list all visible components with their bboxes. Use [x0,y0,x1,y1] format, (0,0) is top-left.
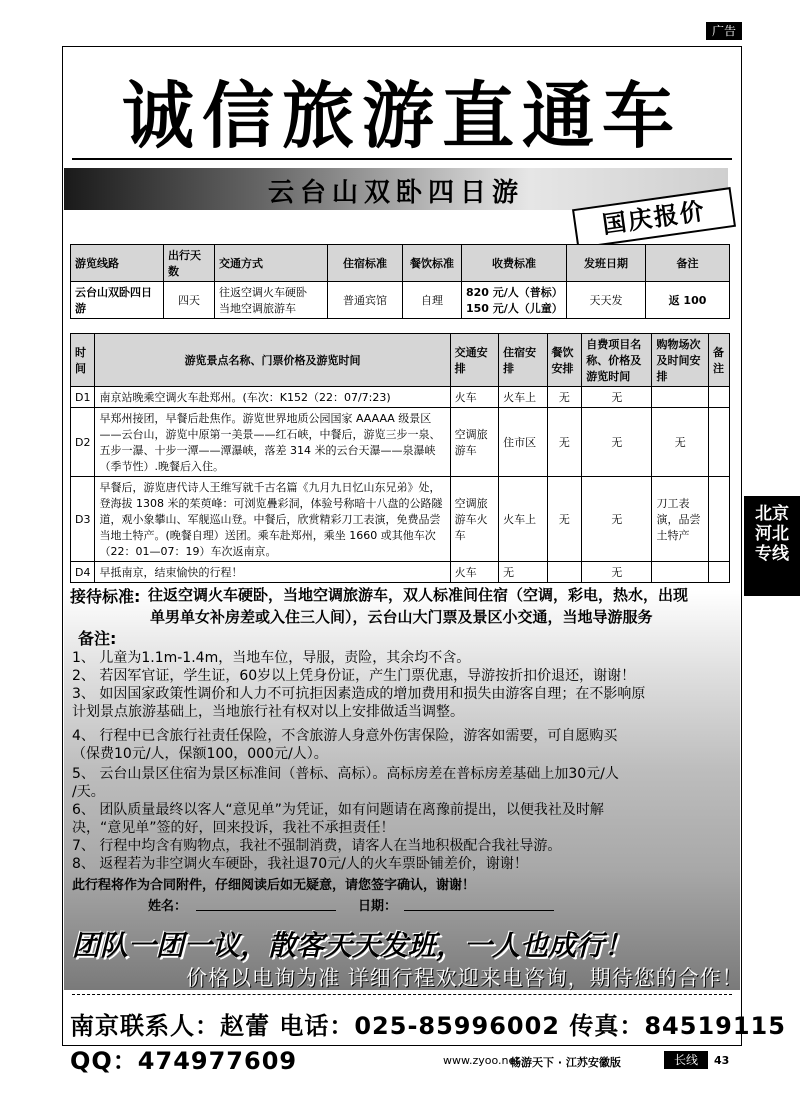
side-tab-line: 河北 [755,524,789,544]
rebate-cell: 返 100 [646,282,730,319]
header-shopping: 购物场次及时间安排 [652,334,709,387]
note-item: 2、 若因军官证，学生证，60岁以上凭身份证，产生门票优惠，导游按折扣价退还，谢谢！ [72,668,636,684]
signature-name-line [196,910,336,911]
note-item: /天。 [72,784,105,800]
day-transport: 空调旅游车 [450,408,498,477]
meals-cell: 自理 [403,282,462,319]
itinerary-row [71,408,730,477]
price-adult: 820 元/人（普标） [466,286,563,299]
notes-label: 备注: [78,629,117,648]
header-price: 收费标准 [462,245,567,282]
hotel-cell: 普通宾馆 [328,282,403,319]
transport-line-2: 当地空调旅游车 [219,302,296,315]
header-remark: 备注 [646,245,730,282]
footer-publication: 畅游天下 · 江苏安徽版 [510,1056,621,1069]
footer-website: www.zyoo.net [443,1054,520,1067]
price-table-header [71,245,730,282]
itinerary-row [71,387,730,408]
header-meals: 餐饮标准 [403,245,462,282]
itinerary-header [71,334,730,387]
day-text: 早郑州接团，早餐后赴焦作。游览世界地质公园国家 AAAAA 级景区——云台山，游览中原第一美景——红石峡，中餐后，游览三步一泉、五步一瀑、十步一潭——潭瀑峡，落差 314 米的云台天瀑——泉瀑峡（季节性）.晚餐后入住。 [95,408,450,477]
day-selfpay: 无 [582,408,652,477]
transport-cell [215,282,328,319]
national-day-badge: 国庆报价 [572,187,736,249]
footer-section-tag: 长线 [664,1051,708,1069]
itinerary-table [70,333,730,583]
header-meal-plan: 餐饮安排 [547,334,582,387]
day-lodging: 火车上 [499,477,547,562]
note-item: （保费10元/人，保额100，000元/人）。 [72,746,328,762]
signature-date-line [404,910,554,911]
note-item: 1、 儿童为1.1m-1.4m，当地车位，导服，责险，其余均不含。 [72,650,471,666]
day-meals: 无 [547,477,582,562]
day-selfpay: 无 [582,562,652,583]
contract-notice: 此行程将作为合同附件，仔细阅读后如无疑意，请您签字确认，谢谢！ [72,878,476,893]
day-text: 南京站晚乘空调火车赴郑州。(车次：K152（22：07/7:23) [95,387,450,408]
header-spots: 游览景点名称、门票价格及游览时间 [95,334,450,387]
day-shopping [652,387,709,408]
contact-info: 南京联系人：赵蕾 电话：025-85996002 传真：84519115 QQ：474977609 [70,1012,786,1075]
header-time: 时间 [71,334,95,387]
day-remark [708,387,729,408]
header-departure: 发班日期 [567,245,646,282]
price-table [70,244,730,319]
note-item: 8、 返程若为非空调火车硬卧，我社退70元/人的火车票卧铺差价，谢谢！ [72,856,528,872]
main-title: 诚信旅游直通车 [121,73,682,158]
page-number: 43 [714,1054,730,1067]
itinerary-row [71,562,730,583]
standard-label: 接待标准: [70,587,141,606]
standard-text-line-1: 往返空调火车硬卧，当地空调旅游车，双人标准间住宿（空调，彩电，热水，出现 [148,586,689,604]
day-cell: D2 [71,408,95,477]
signature-name-label: 姓名： [148,899,188,914]
signature-date-label: 日期： [358,899,398,914]
day-cell: D4 [71,562,95,583]
header-route: 游览线路 [71,245,164,282]
day-transport: 空调旅游车火车 [450,477,498,562]
title-divider [72,158,732,160]
day-shopping [652,562,709,583]
slogan: 团队一团一议，散客天天发班，一人也成行！ [72,929,633,962]
departure-cell: 天天发 [567,282,646,319]
dashed-divider [72,994,732,995]
day-cell: D1 [71,387,95,408]
note-item: 3、 如因国家政策性调价和人力不可抗拒因素造成的增加费用和损失由游客自理；在不影响原 [72,686,646,702]
ad-tag: 广告 [706,22,742,40]
header-transport: 交通方式 [215,245,328,282]
note-item: 计划景点旅游基础上，当地旅行社有权对以上安排做适当调整。 [72,704,464,720]
note-item: 5、 云台山景区住宿为景区标准间（普标、高标）。高标房差在普标房差基础上加30元/人 [72,766,619,782]
note-item: 7、 行程中均含有购物点，我社不强制消费，请客人在当地积极配合我社导游。 [72,838,562,854]
itinerary-row [71,477,730,562]
day-remark [708,562,729,583]
header-days: 出行天数 [164,245,215,282]
transport-line-1: 往返空调火车硬卧 [219,286,307,299]
note-item: 4、 行程中已含旅行社责任保险，不含旅游人身意外伤害保险，游客如需要，可自愿购买 [72,728,618,744]
note-item: 决，“意见单”签的好，回来投诉，我社不承担责任！ [72,820,395,836]
header-sched-remark: 备注 [708,334,729,387]
standard-text-line-2: 单男单女补房差或入住三人间），云台山大门票及景区小交通，当地导游服务 [150,608,653,626]
price-cell [462,282,567,319]
side-tab-line: 北京 [755,504,789,524]
day-selfpay: 无 [582,477,652,562]
price-inquiry-note: 价格以电询为准 详细行程欢迎来电咨询，期待您的合作！ [186,966,744,990]
price-child: 150 元/人（儿童） [466,302,563,315]
day-lodging: 火车上 [499,387,547,408]
day-shopping: 刀工表演，品尝土特产 [652,477,709,562]
price-table-row [71,282,730,319]
day-transport: 火车 [450,387,498,408]
header-transport-plan: 交通安排 [450,334,498,387]
day-text: 早抵南京，结束愉快的行程！ [95,562,450,583]
route-cell: 云台山双卧四日游 [71,282,164,319]
tour-title: 云台山双卧四日游 [267,178,524,208]
header-hotel: 住宿标准 [328,245,403,282]
day-selfpay: 无 [582,387,652,408]
day-meals: 无 [547,387,582,408]
day-cell: D3 [71,477,95,562]
day-text: 早餐后，游览唐代诗人王维写就千古名篇《九月九日忆山东兄弟》处，登海拔 1308 米的茱萸峰：可浏览疊彩洞，体验号称暗十八盘的公路隧道，观小象攀山、军舰巡山登。中餐后，欣赏精彩刀工表演，免费品尝当地土特产。(晚餐自理）送团。乘车赴郑州，乘坐 1660 或其他车次（22：01—07：19）车次返南京。 [95,477,450,562]
day-meals [547,562,582,583]
days-cell: 四天 [164,282,215,319]
section-side-tab [744,496,800,596]
day-shopping: 无 [652,408,709,477]
header-selfpay: 自费项目名称、价格及游览时间 [582,334,652,387]
day-meals: 无 [547,408,582,477]
day-remark [708,477,729,562]
day-lodging: 无 [499,562,547,583]
side-tab-line: 专线 [755,544,789,564]
day-lodging: 住市区 [499,408,547,477]
day-remark [708,408,729,477]
header-lodging: 住宿安排 [499,334,547,387]
note-item: 6、 团队质量最终以客人“意见单”为凭证，如有问题请在离豫前提出，以便我社及时解 [72,802,604,818]
day-transport: 火车 [450,562,498,583]
